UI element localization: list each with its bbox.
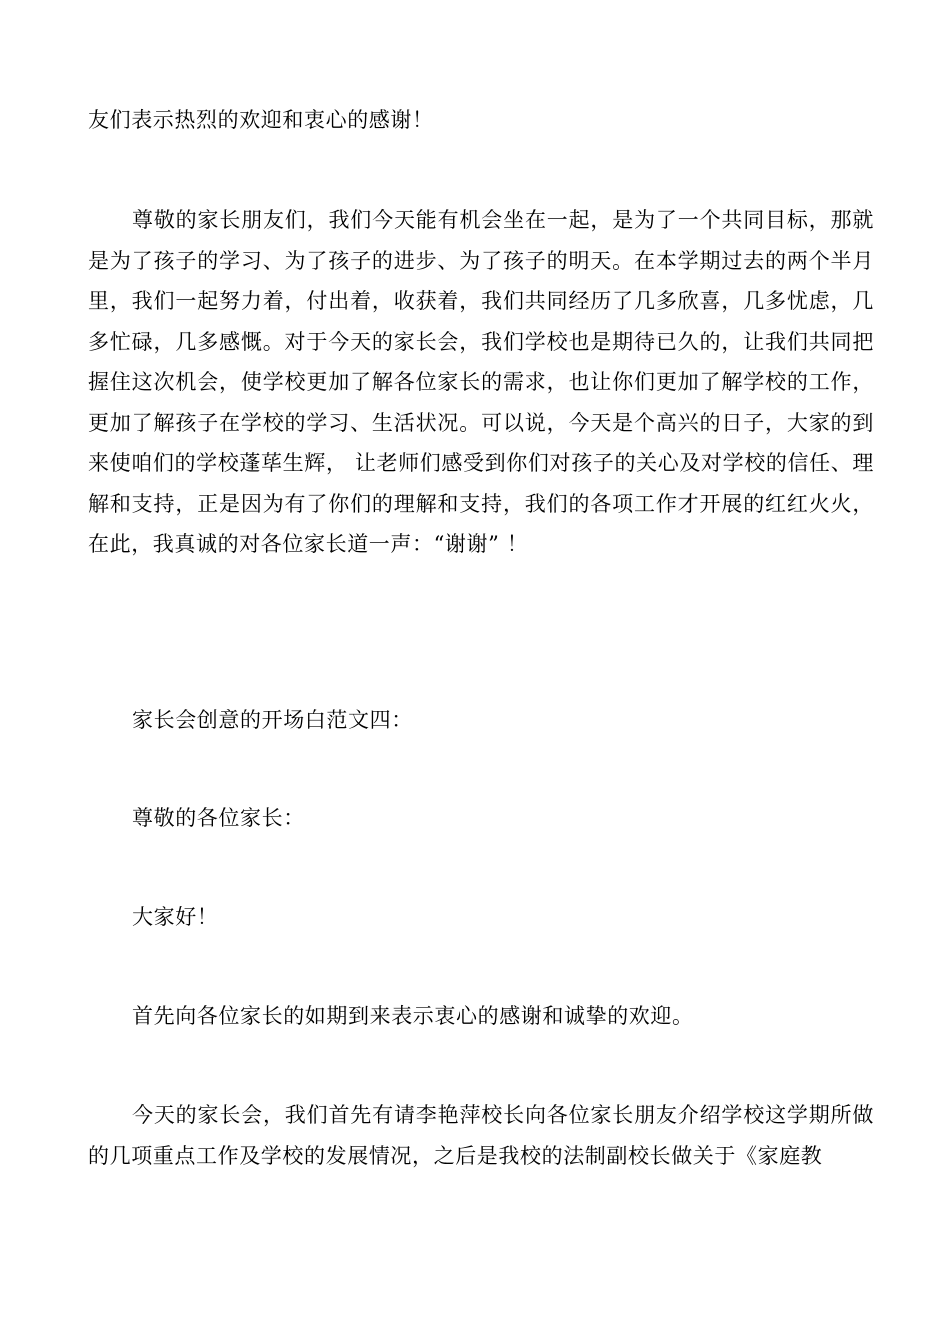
salutation: 尊敬的各位家长： [132, 806, 305, 830]
paragraph-thanks: 首先向各位家长的如期到来表示衷心的感谢和诚挚的欢迎。 [132, 1004, 694, 1028]
paragraph-welcome-speech: 尊敬的家长朋友们，我们今天能有机会坐在一起，是为了一个共同目标，那就是为了孩子的学习、为了孩子的进步、为了孩子的明天。在本学期过去的两个半月里，我们一起努力着，付出着，收获着，我们共同经历了几多欣喜，几多忧虑，几多忙碌，几多感慨。对于今天的家长会，我们学校也是期待已久的，让我们共同把握住这次机会，使学校更加了解各位家长的需求，也让你们更加了解学校的工作，更加了解孩子在学校的学习、生活状况。可以说，今天是个高兴的日子，大家的到来使咱们的学校蓬荜生辉， 让老师们感受到你们对孩子的关心及对学校的信任、理解和支持，正是因为有了你们的理解和支持，我们的各项工作才开展的红红火火，在此，我真诚的对各位家长道一声：“谢谢” ！ [88, 208, 874, 556]
section-heading: 家长会创意的开场白范文四： [132, 708, 413, 732]
greeting: 大家好！ [132, 905, 219, 929]
paragraph-agenda: 今天的家长会，我们首先有请李艳萍校长向各位家长朋友介绍学校这学期所做的几项重点工作及学校的发展情况，之后是我校的法制副校长做关于《家庭教 [88, 1103, 874, 1168]
paragraph-continuation: 友们表示热烈的欢迎和衷心的感谢！ [88, 108, 434, 132]
